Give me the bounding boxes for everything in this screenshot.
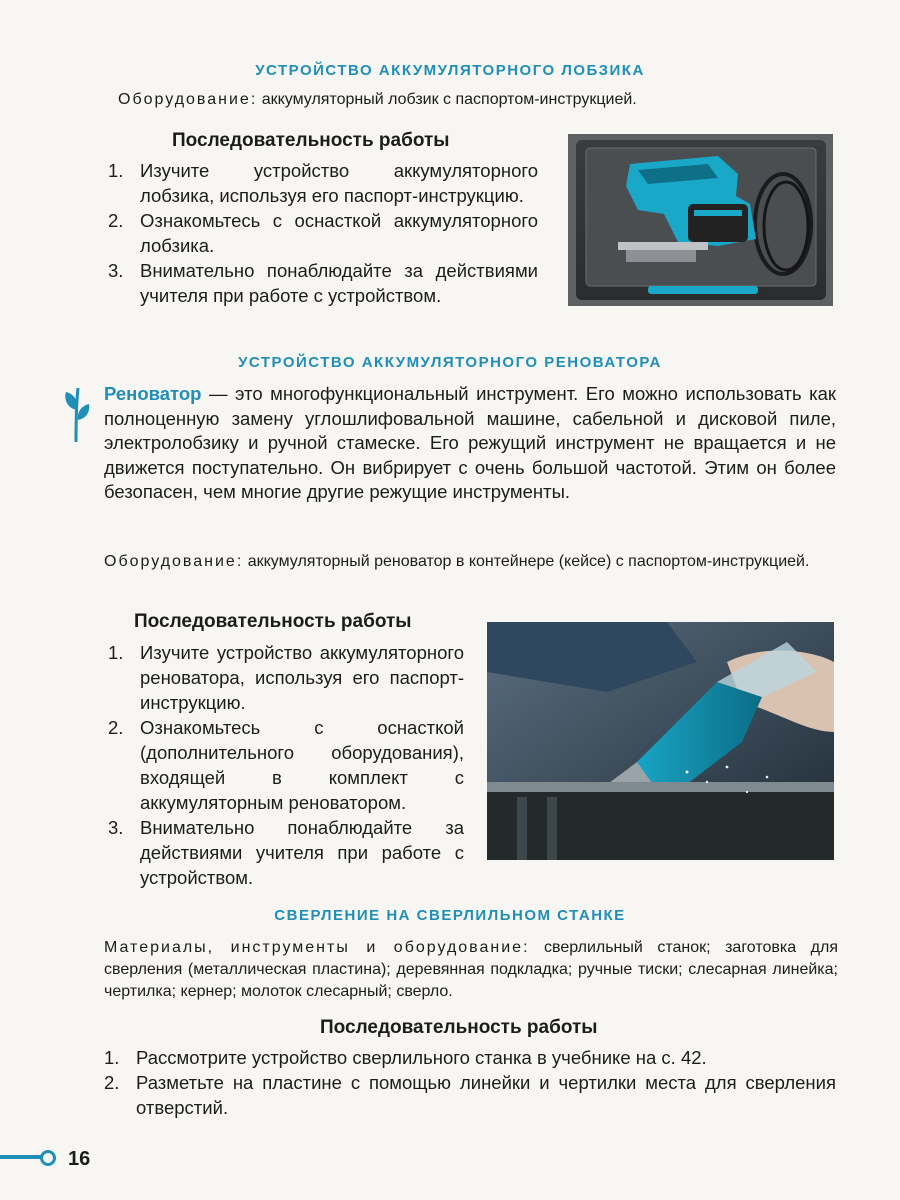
list-item: 2. Ознакомьтесь с оснасткой аккумуляторного лобзика. [108, 210, 538, 256]
equipment-text: аккумуляторный реноватор в контейнере (кейсе) с паспортом-инструкцией. [243, 553, 810, 570]
steps-list-jigsaw [108, 158, 538, 308]
renovator-photo [487, 622, 834, 860]
renovator-definition: Реноватор — это многофункциональный инструмент. Его можно использовать как полноценную замену углошлифовальной машине, сабельной и дисковой пиле, электролобзику и ручной стамеске. Его режущий инструмент не вращается и не движется поступательно. Он вибрирует с очень большой частотой. Этим он более безопасен, чем многие другие режущие инструменты. [104, 383, 836, 502]
list-item: 2. Разметьте на пластине с помощью линейки и чертилки места для сверления отверстий. [104, 1072, 836, 1118]
steps-title-renovator: Последовательность работы [134, 611, 412, 632]
equipment-text: аккумуляторный лобзик с паспортом-инструкцией. [257, 91, 637, 108]
footer-rule [0, 1155, 44, 1159]
list-item: 3. Внимательно понаблюдайте за действиями учителя при работе с устройством. [108, 260, 538, 306]
materials-drilling [104, 937, 838, 1003]
list-item: 1. Изучите устройство аккумуляторного реноватора, используя его паспорт-инструкцию. [108, 642, 464, 713]
materials-label: Материалы, инструменты и оборудование: [104, 939, 530, 956]
materials-text: сверлильный станок; заготовка для сверления (металлическая пластина); деревянная подкладка; ручные тиски; слесарная линейка; чертилка; кернер; молоток слесарный; сверло. [104, 939, 839, 1000]
equipment-renovator [104, 551, 838, 573]
page-number: 16 [68, 1148, 91, 1170]
steps-list-drilling [104, 1045, 836, 1120]
term-renovator: Реноватор [104, 383, 202, 404]
list-item: 1. Рассмотрите устройство сверлильного станка в учебнике на с. 42. [104, 1047, 707, 1068]
list-item: 3. Внимательно понаблюдайте за действиями учителя при работе с устройством. [108, 817, 464, 888]
steps-title-drilling: Последовательность работы [320, 1017, 598, 1038]
steps-list-renovator [108, 640, 464, 890]
leaf-icon [62, 384, 92, 449]
equipment-label: Оборудование: [118, 91, 258, 108]
section-title-renovator: УСТРОЙСТВО АККУМУЛЯТОРНОГО РЕНОВАТОРА [238, 354, 662, 371]
section-title-drilling: СВЕРЛЕНИЕ НА СВЕРЛИЛЬНОМ СТАНКЕ [274, 907, 626, 924]
list-item: 1. Изучите устройство аккумуляторного лобзика, используя его паспорт-инструкцию. [108, 160, 538, 206]
jigsaw-case-photo [568, 134, 833, 306]
equipment-jigsaw [118, 89, 838, 111]
equipment-label: Оборудование: [104, 553, 244, 570]
steps-title-jigsaw: Последовательность работы [172, 130, 450, 151]
section-title-jigsaw: УСТРОЙСТВО АККУМУЛЯТОРНОГО ЛОБЗИКА [255, 62, 645, 79]
footer-circle-icon [40, 1150, 56, 1166]
list-item: 2. Ознакомьтесь с оснасткой (дополнительного оборудования), входящей в комплект с аккумуляторным реноватором. [108, 717, 464, 813]
